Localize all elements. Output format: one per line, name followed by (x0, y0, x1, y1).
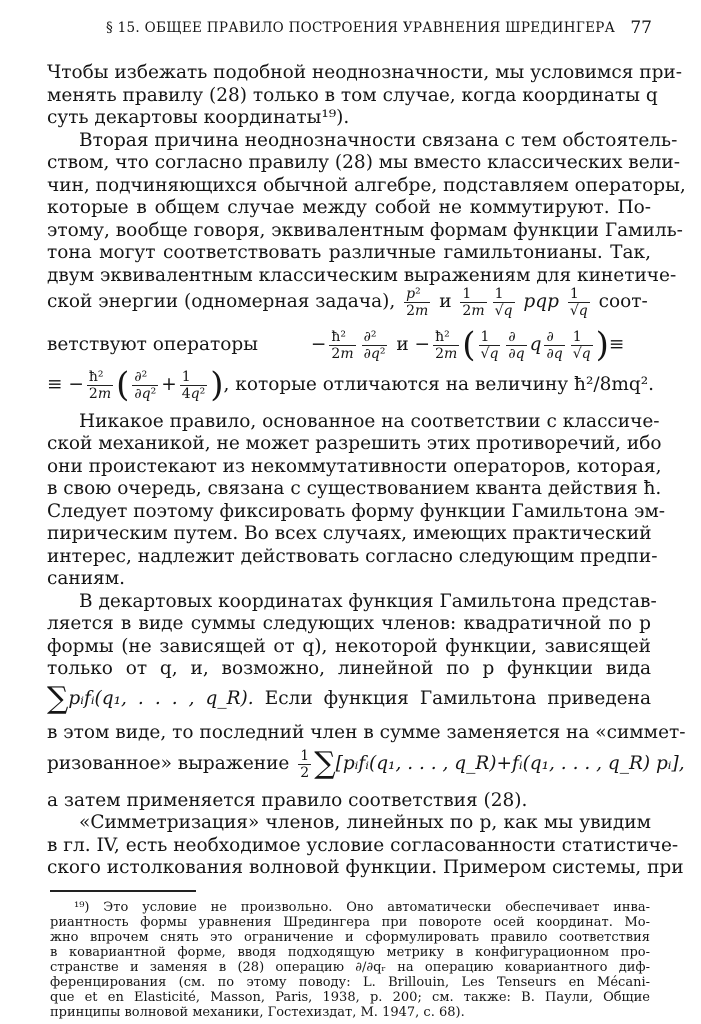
text-line: интерес, надлежит действовать согласно следующим предпи- (47, 546, 658, 567)
running-title: § 15. ОБЩЕЕ ПРАВИЛО ПОСТРОЕНИЯ УРАВНЕНИЯ ШРЕДИНГЕРА (106, 20, 616, 36)
text-line: Следует поэтому фиксировать форму функции Гамильтона эм- (47, 501, 665, 522)
footnote-rule (50, 890, 196, 892)
text-line: ского истолкования волновой функции. Примером системы, при (47, 857, 684, 878)
text-line: двум эквивалентным классическим выражениям для кинетиче- (47, 265, 677, 286)
text-line: ляется в виде суммы следующих членов: квадратичной по p (47, 613, 651, 634)
text-line: Вторая причина неоднозначности связана с тем обстоятель- (79, 130, 678, 151)
text-line: в этом виде, то последний член в сумме заменяется на «симмет- (47, 722, 686, 743)
footnote-line: ференцирования (см. по этому поводу: L. Brillouin, Les Tenseurs en Mécani- (50, 975, 650, 990)
footnote-line: ¹⁹) Это условие не произвольно. Оно автоматически обеспечивает инва- (74, 900, 650, 915)
running-header (44, 16, 656, 46)
text-line: ством, что согласно правилу (28) мы вместо классических вели- (47, 152, 680, 173)
formula-difference: ≡ − $\frac{\text{ħ²}}{2m}$ ( $\frac{\text{∂²}}{\text{∂q²}}$ + $\frac{1}{\text{4q²}}$ ), которые отличаются на величину ħ²/8mq². (47, 365, 655, 405)
footnote-line: в ковариантной форме, вводя подходящую метрику в конфигурационном про- (50, 945, 650, 960)
text-line: Никакое правило, основанное на соответствии с классиче- (79, 411, 660, 432)
text-line: чин, подчиняющихся обычной алгебре, подставляем операторы, (47, 175, 686, 196)
text-line: саниям. (47, 568, 125, 589)
text-line: менять правилу (28) только в том случае, когда координаты q (47, 85, 658, 106)
formula-operators: ветствуют операторы − $\frac{\text{ħ²}}{2m}$ $\frac{\text{∂²}}{\text{∂q²}}$ и − $\frac{\text{ħ²}}{2m}$ ( $\frac{1}{√q}$ $\frac{\partial}{\partial q}$ q $\frac{\partial}{\partial q}$ $\frac{1}{√q}$ )≡ (47, 325, 625, 365)
text-line: суть декартовы координаты¹⁹). (47, 107, 350, 128)
footnote-line: риантность формы уравнения Шредингера при повороте осей координат. Мо- (50, 915, 650, 930)
text-line: которые в общем случае между собой не коммутируют. По- (47, 197, 651, 218)
footnote-line: принципы волновой механики, Гостехиздат, М. 1947, с. 68). (50, 1005, 465, 1020)
text-line: пирическим путем. Во всех случаях, имеющих практический (47, 523, 652, 544)
text-line: «Симметризация» членов, линейных по p, как мы увидим (79, 812, 651, 833)
text-line: формы (не зависящей от q), некоторой функции, зависящей (47, 636, 651, 657)
footnote-line: que et en Elasticité, Masson, Paris, 1938, p. 200; см. также: В. Паули, Общие (50, 990, 650, 1005)
text-line: ской механикой, не может разрешить этих противоречий, ибо (47, 433, 662, 454)
text-line: В декартовых координатах функция Гамильтона представ- (79, 591, 657, 612)
text-line: а затем применяется правило соответствия (28). (47, 790, 528, 811)
formula-symmetrized: ризованное» выражение $\frac{1}{2}$ ∑[pᵢfᵢ(q₁, . . . , q_R)+fᵢ(q₁, . . . , q_R) pᵢ], (47, 746, 685, 781)
page-number: 77 (630, 18, 652, 38)
formula-kinetic-energy: ской энергии (одномерная задача), $\frac{\text{p²}}{2m}$ и $\frac{1}{2m}$ $\frac{1}{√q}$ pqp $\frac{1}{√q}$ соот- (47, 285, 648, 319)
text-line: этому, вообще говоря, эквивалентным формам функции Гамиль- (47, 220, 683, 241)
text-line: только от q, и, возможно, линейной по p функции вида (47, 658, 651, 679)
text-line: в свою очередь, связана с существованием кванта действия ħ. (47, 478, 662, 499)
footnote-line: жно впрочем снять это ограничение и сформулировать правило соответствия (50, 930, 650, 945)
text-line: в гл. IV, есть необходимое условие согласованности статистиче- (47, 835, 679, 856)
text-line: они проистекают из некоммутативности операторов, которая, (47, 456, 662, 477)
text-line: Чтобы избежать подобной неоднозначности, мы условимся при- (47, 62, 683, 83)
footnote-line: странстве и заменяя в (28) операцию ∂/∂qᵣ на операцию ковариантного диф- (50, 960, 650, 975)
formula-linear-term: ∑pᵢfᵢ(q₁, . . . , q_R). Если функция Гамильтона приведена (47, 681, 651, 716)
text-line: тона могут соответствовать различные гамильтонианы. Так, (47, 242, 651, 263)
